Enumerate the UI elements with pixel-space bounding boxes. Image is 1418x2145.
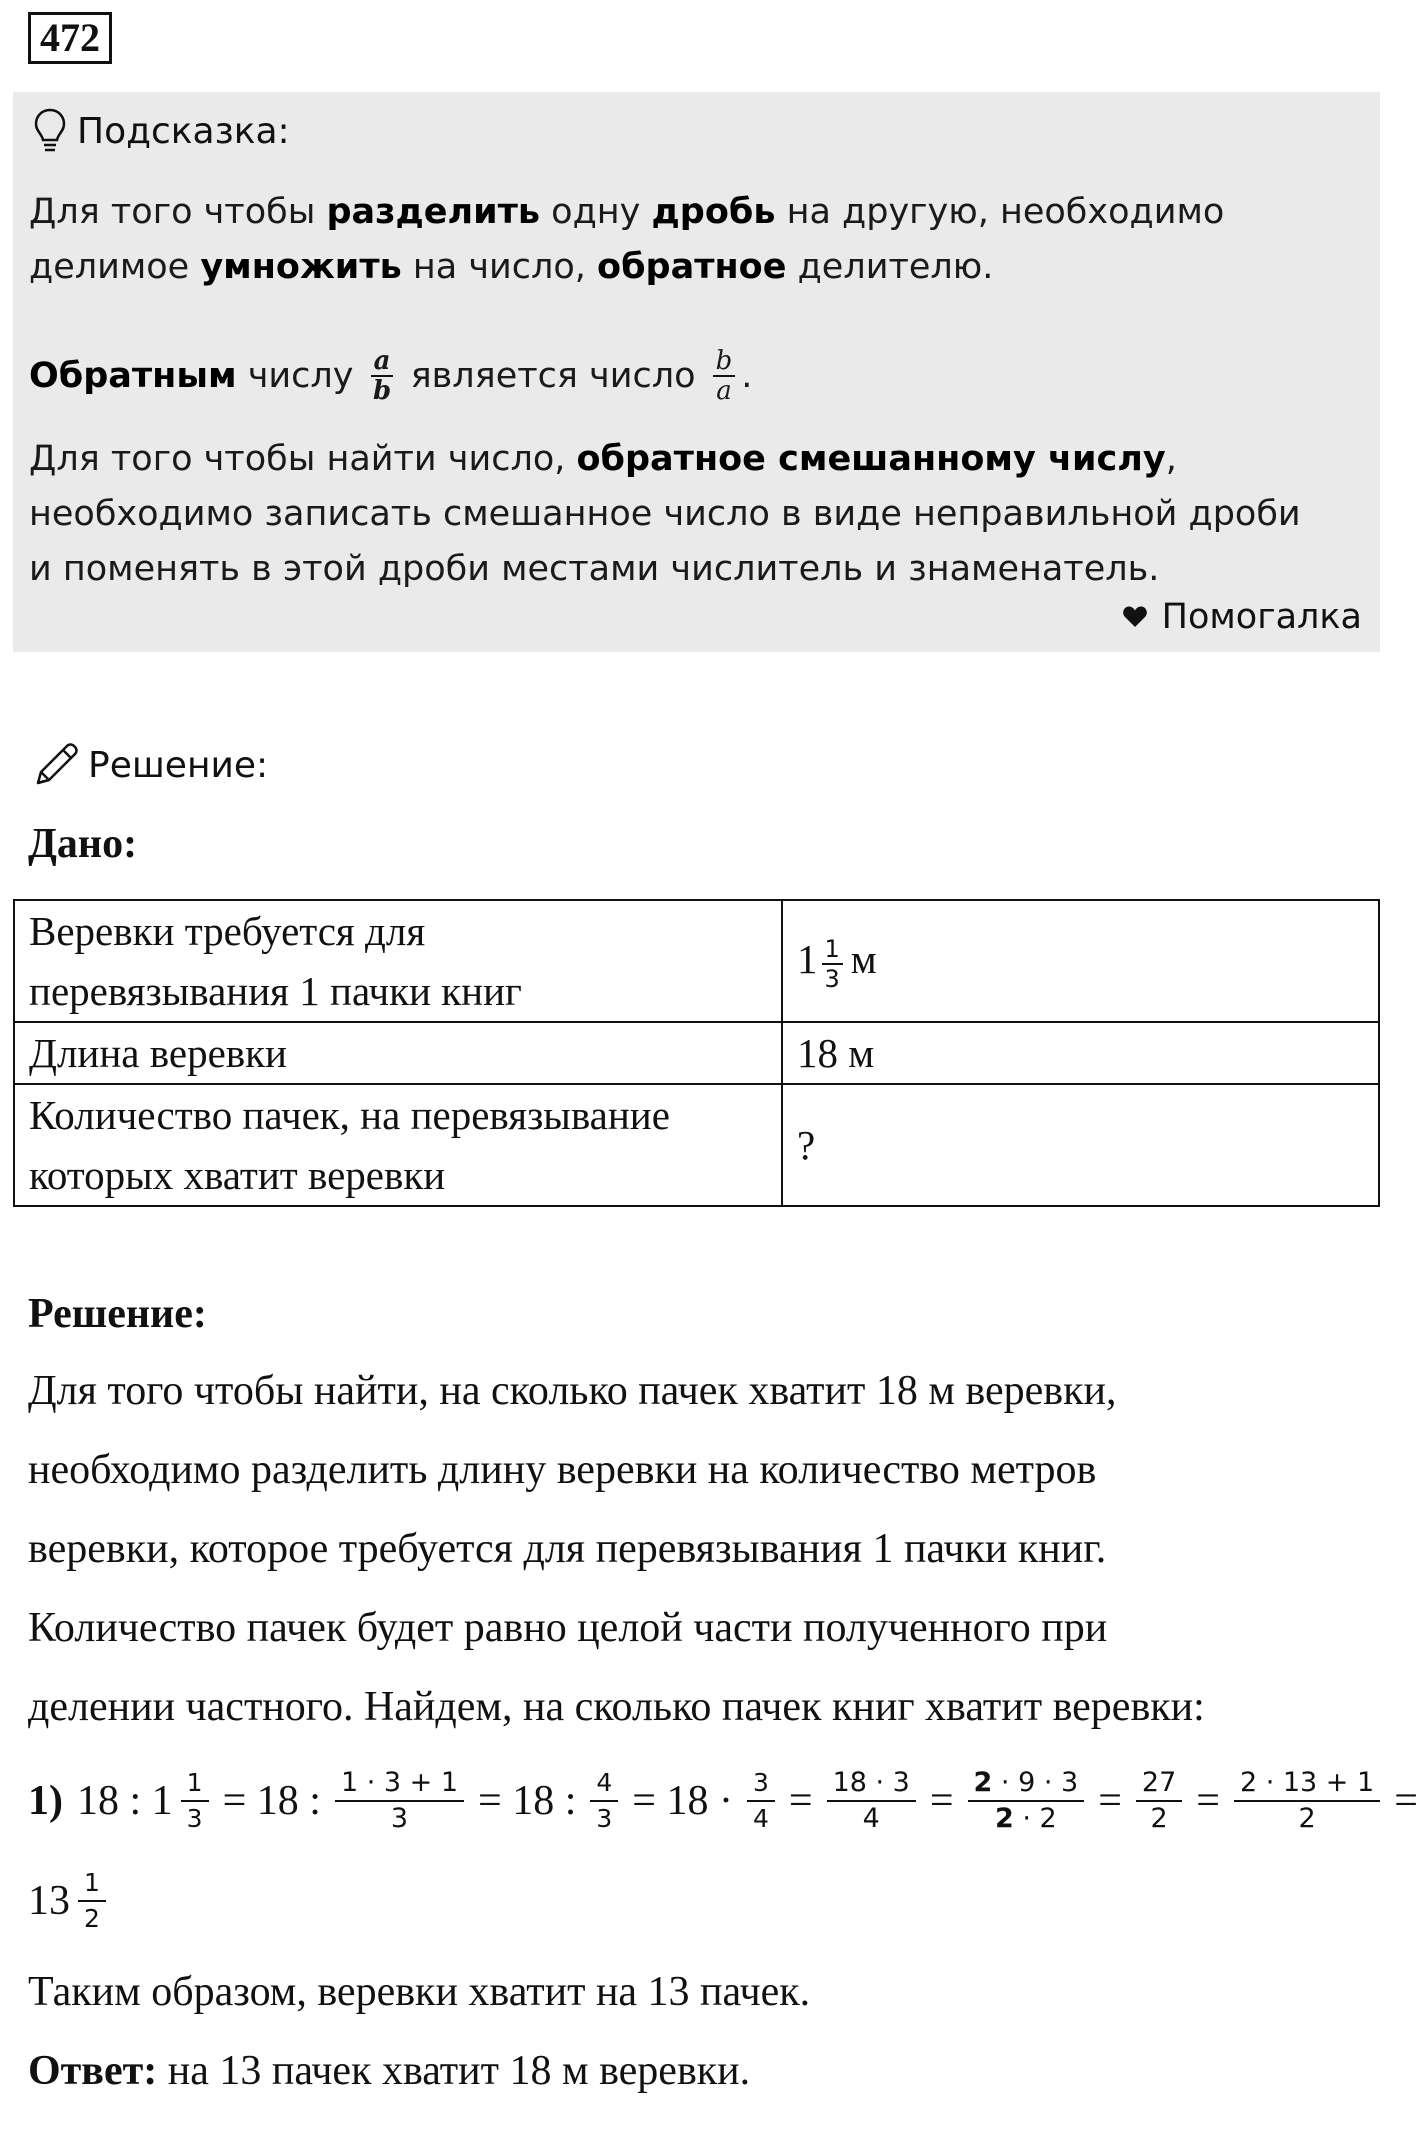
equation-line (28, 1760, 1418, 1842)
hint-box (13, 92, 1380, 652)
hint-keyword: разделить (326, 192, 541, 232)
table-cell-label: Веревки требуется для перевязывания 1 пачки книг (14, 900, 782, 1022)
hint-keyword: Обратным (29, 355, 237, 396)
fraction: $\frac{4}{3}$ (590, 1766, 618, 1836)
eq-part: = (788, 1778, 813, 1824)
table-cell-label: Длина веревки (14, 1022, 782, 1084)
table-cell-value: 18 м (782, 1022, 1379, 1084)
hint-text: необходимо записать смешанное число в виде неправильной дроби (29, 494, 1301, 534)
fraction-cancel: $\frac{2 \cdot 9 \cdot 3}{2 \cdot 2}$ (968, 1766, 1085, 1836)
solution-header-text: Решение: (88, 744, 269, 786)
hint-paragraph-3 (29, 432, 1301, 597)
heart-icon (1122, 605, 1148, 629)
hint-title-text: Подсказка: (77, 110, 290, 152)
table-cell-label: Количество пачек, на перевязывание которых хватит веревки (14, 1084, 782, 1206)
task-number: 472 (28, 12, 112, 64)
answer-text: на 13 пачек хватит 18 м веревки. (157, 2048, 751, 2094)
fraction: $\frac{27}{2}$ (1136, 1766, 1182, 1836)
fraction: $\frac{18 \cdot 3}{4}$ (827, 1766, 916, 1836)
equation-result (28, 1860, 114, 1942)
solution-line: Для того чтобы найти, на сколько пачек хватит 18 м веревки, (28, 1368, 1117, 1414)
eq-part: 18 : 1 (77, 1778, 173, 1824)
fraction: $\frac{1 \cdot 3 + 1}{3}$ (335, 1766, 464, 1836)
hint-text: Для того чтобы (29, 192, 327, 232)
eq-part: = 18 : (222, 1778, 321, 1824)
table-cell-value: ? (782, 1084, 1379, 1206)
solution-header (30, 735, 268, 795)
hint-title (33, 106, 290, 156)
signature-text: Помогалка (1161, 597, 1362, 637)
hint-text: числу (236, 355, 365, 396)
fraction: $\frac{3}{4}$ (747, 1766, 775, 1836)
hint-text: делителю. (786, 247, 994, 287)
fraction: $\frac{1}{3}$ (181, 1766, 209, 1836)
eq-part: = 18 · (632, 1778, 733, 1824)
fraction-one-half: 1 2 (78, 1866, 106, 1936)
table-row (14, 1084, 1379, 1206)
given-title: Дано: (28, 821, 138, 867)
answer (28, 2047, 750, 2095)
hint-keyword: умножить (200, 247, 402, 287)
fraction: $\frac{2 \cdot 13 + 1}{2}$ (1234, 1766, 1380, 1836)
eq-part: = 18 : (478, 1778, 577, 1824)
fraction-b-over-a: $\frac{b}{a}$ (713, 347, 736, 405)
hint-text: одну (540, 192, 652, 232)
table-cell-value: 1 $\frac{1}{3}$ м (782, 900, 1379, 1022)
hint-keyword: обратное (597, 247, 787, 287)
solution-line: Количество пачек будет равно целой части полученного при (28, 1605, 1108, 1651)
hint-paragraph-2 (29, 347, 752, 405)
lightbulb-icon (33, 107, 67, 155)
fraction-a-over-b: $\frac{a}{b}$ (371, 347, 394, 405)
hint-text: , (1165, 439, 1177, 479)
signature (1122, 592, 1362, 642)
fraction-one-third: $\frac{1}{3}$ (822, 935, 843, 993)
hint-text: является число (399, 355, 707, 396)
answer-label: Ответ: (28, 2048, 158, 2094)
hint-text: на другую, необходимо (775, 192, 1225, 232)
given-table (13, 899, 1380, 1207)
solution-line: веревки, которое требуется для перевязывания 1 пачки книг. (28, 1526, 1107, 1572)
step-label: 1) (28, 1778, 63, 1824)
hint-keyword: дробь (651, 192, 776, 232)
eq-part: = (1394, 1778, 1418, 1824)
conclusion: Таким образом, веревки хватит на 13 пачек. (28, 1969, 811, 2015)
pencil-icon (30, 739, 82, 791)
solution-line: необходимо разделить длину веревки на количество метров (28, 1447, 1097, 1493)
table-row (14, 1022, 1379, 1084)
hint-text: . (741, 355, 753, 396)
eq-part: = (929, 1778, 954, 1824)
hint-text: Для того чтобы найти число, (29, 439, 577, 479)
result-whole: 13 (28, 1878, 70, 1924)
table-row (14, 900, 1379, 1022)
eq-part: = (1196, 1778, 1220, 1824)
hint-keyword: обратное смешанному числу (576, 439, 1166, 479)
hint-text: и поменять в этой дроби местами числитель и знаменатель. (29, 549, 1160, 589)
hint-text: на число, (401, 247, 598, 287)
hint-paragraph-1 (29, 185, 1224, 295)
solution-title: Решение: (28, 1291, 207, 1337)
eq-part: = (1098, 1778, 1122, 1824)
hint-text: делимое (29, 247, 201, 287)
solution-line: делении частного. Найдем, на сколько пачек книг хватит веревки: (28, 1684, 1205, 1730)
